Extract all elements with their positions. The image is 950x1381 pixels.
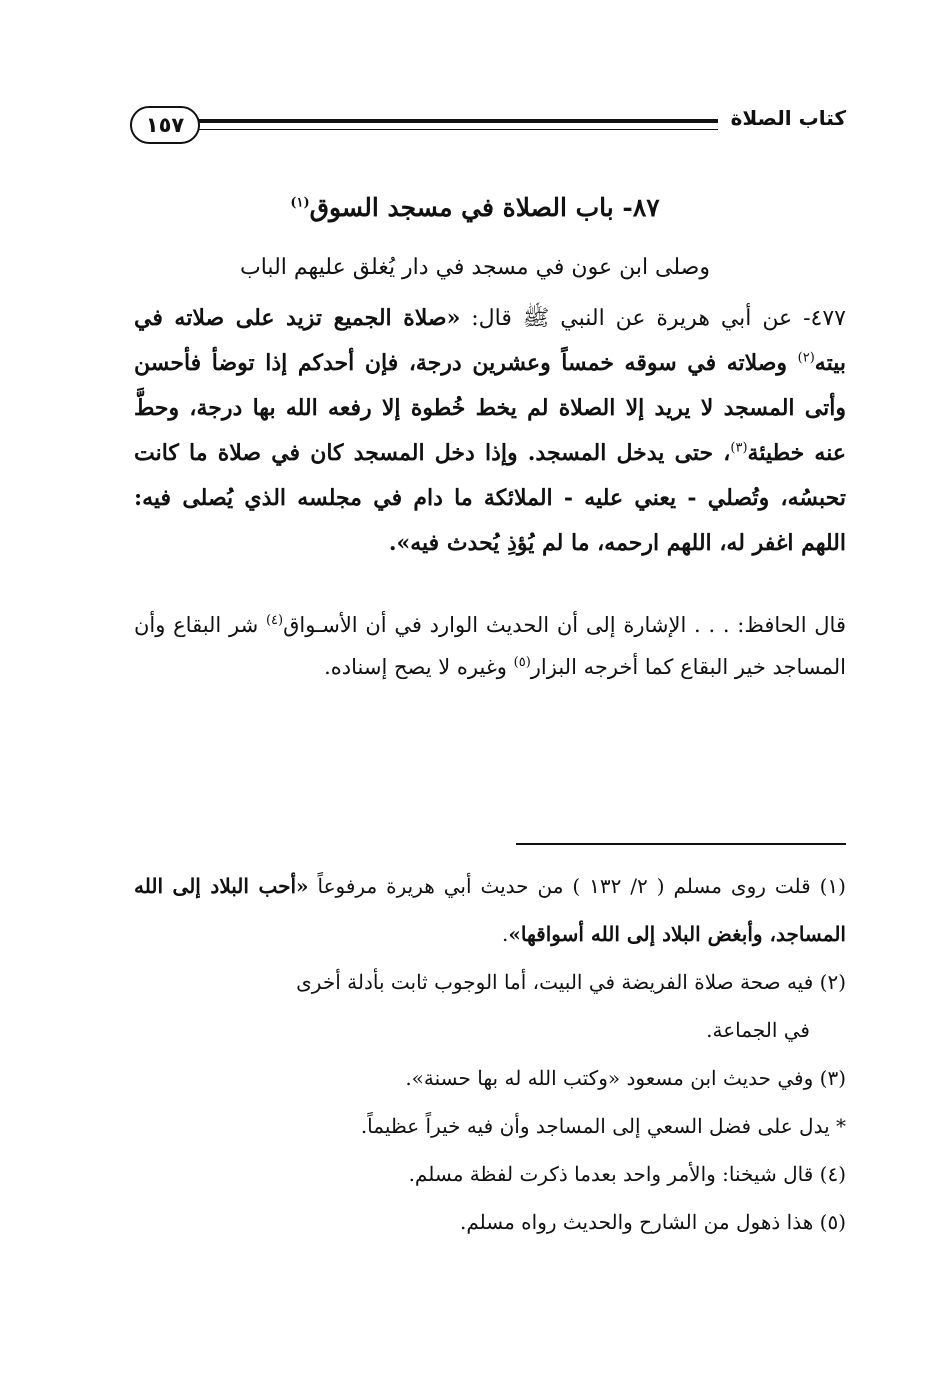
footnote-end: . — [502, 922, 509, 946]
running-title: كتاب الصلاة — [730, 106, 846, 130]
footnotes — [134, 862, 846, 1246]
footnote-number: (٤) — [819, 1162, 846, 1186]
chapter-subtitle: وصلى ابن عون في مسجد في دار يُغلق عليهم الباب — [240, 255, 710, 280]
commentary-paragraph — [134, 604, 846, 688]
hadith-intro: ٤٧٧- عن أبي هريرة عن النبي ﷺ قال: — [460, 306, 846, 331]
footnote-ref: (٢) — [797, 350, 815, 366]
footnote-item — [134, 1102, 846, 1150]
footnote-ref: (١) — [290, 195, 310, 211]
header-rule — [198, 119, 718, 130]
chapter-title — [0, 188, 950, 228]
footnote-continuation: في الجماعة. — [706, 1018, 810, 1042]
footnote-number: (٣) — [819, 1066, 846, 1090]
footnote-ref: (٣) — [730, 440, 748, 456]
chapter-title-text: ٨٧- باب الصلاة في مسجد السوق — [309, 193, 660, 222]
hadith-text-2: وصلاته في سوقه خمساً وعشرين درجة، فإن أحدكم إذا توضأ فأحسن وأتى المسجد لا يريد إلا الصلاة لم يخط خُطوة إلا رفعه الله بها درجة، وحطَّ عنه خطيئة — [134, 350, 846, 466]
footnote-number: (٢) — [819, 970, 846, 994]
commentary-text-1: قال الحافظ: . . . الإشارة إلى أن الحديث الوارد في أن الأسـواق — [283, 613, 846, 637]
footnote-number: (١) — [819, 874, 846, 898]
footnote-ref: (٥) — [513, 655, 531, 670]
footnote-text: يدل على فضل السعي إلى المساجد وأن فيه خيراً عظيماً. — [360, 1114, 836, 1138]
footnote-separator — [516, 843, 846, 845]
footnote-text: قلت روى مسلم ( ٢/ ١٣٢ ) من حديث أبي هريرة مرفوعاً — [308, 874, 820, 898]
footnote-item — [134, 1150, 846, 1198]
hadith-text-1: «صلاة الجميع تزيد على صلاته في بيته — [134, 305, 846, 376]
footnote-quote: «أحب البلاد إلى الله المساجد، وأبغض البلاد إلى الله أسواقها» — [134, 874, 846, 946]
footnote-item — [134, 958, 846, 1006]
footnote-text: وفي حديث ابن مسعود «وكتب الله له بها حسنة». — [405, 1066, 820, 1090]
footnote-number: (٥) — [819, 1210, 846, 1234]
commentary-text-2: شر البقاع وأن المساجد خير البقاع كما أخرجه البزار — [134, 613, 846, 679]
hadith-paragraph — [134, 296, 846, 566]
hadith-text-3: ، حتى يدخل المسجد. وإذا دخل المسجد كان في صلاة ما كانت تحبسُه، وتُصلي - يعني عليه - الملائكة ما دام في مجلسه الذي يُصلى فيه: اللهم اغفر له، اللهم ارحمه، ما لم يُؤذِ يُحدث فيه». — [134, 440, 846, 556]
footnote-text: فيه صحة صلاة الفريضة في البيت، أما الوجوب ثابت بأدلة أخرى — [296, 970, 820, 994]
page-number: ١٥٧ — [130, 106, 200, 144]
footnote-asterisk: * — [836, 1114, 846, 1138]
footnote-text: هذا ذهول من الشارح والحديث رواه مسلم. — [459, 1210, 820, 1234]
footnote-text: قال شيخنا: والأمر واحد بعدما ذكرت لفظة مسلم. — [408, 1162, 820, 1186]
footnote-item — [134, 1198, 846, 1246]
footnote-ref: (٤) — [265, 613, 284, 628]
footnote-item — [134, 1054, 846, 1102]
commentary-text-3: وغيره لا يصح إسناده. — [324, 655, 514, 679]
footnote-item — [134, 862, 846, 958]
